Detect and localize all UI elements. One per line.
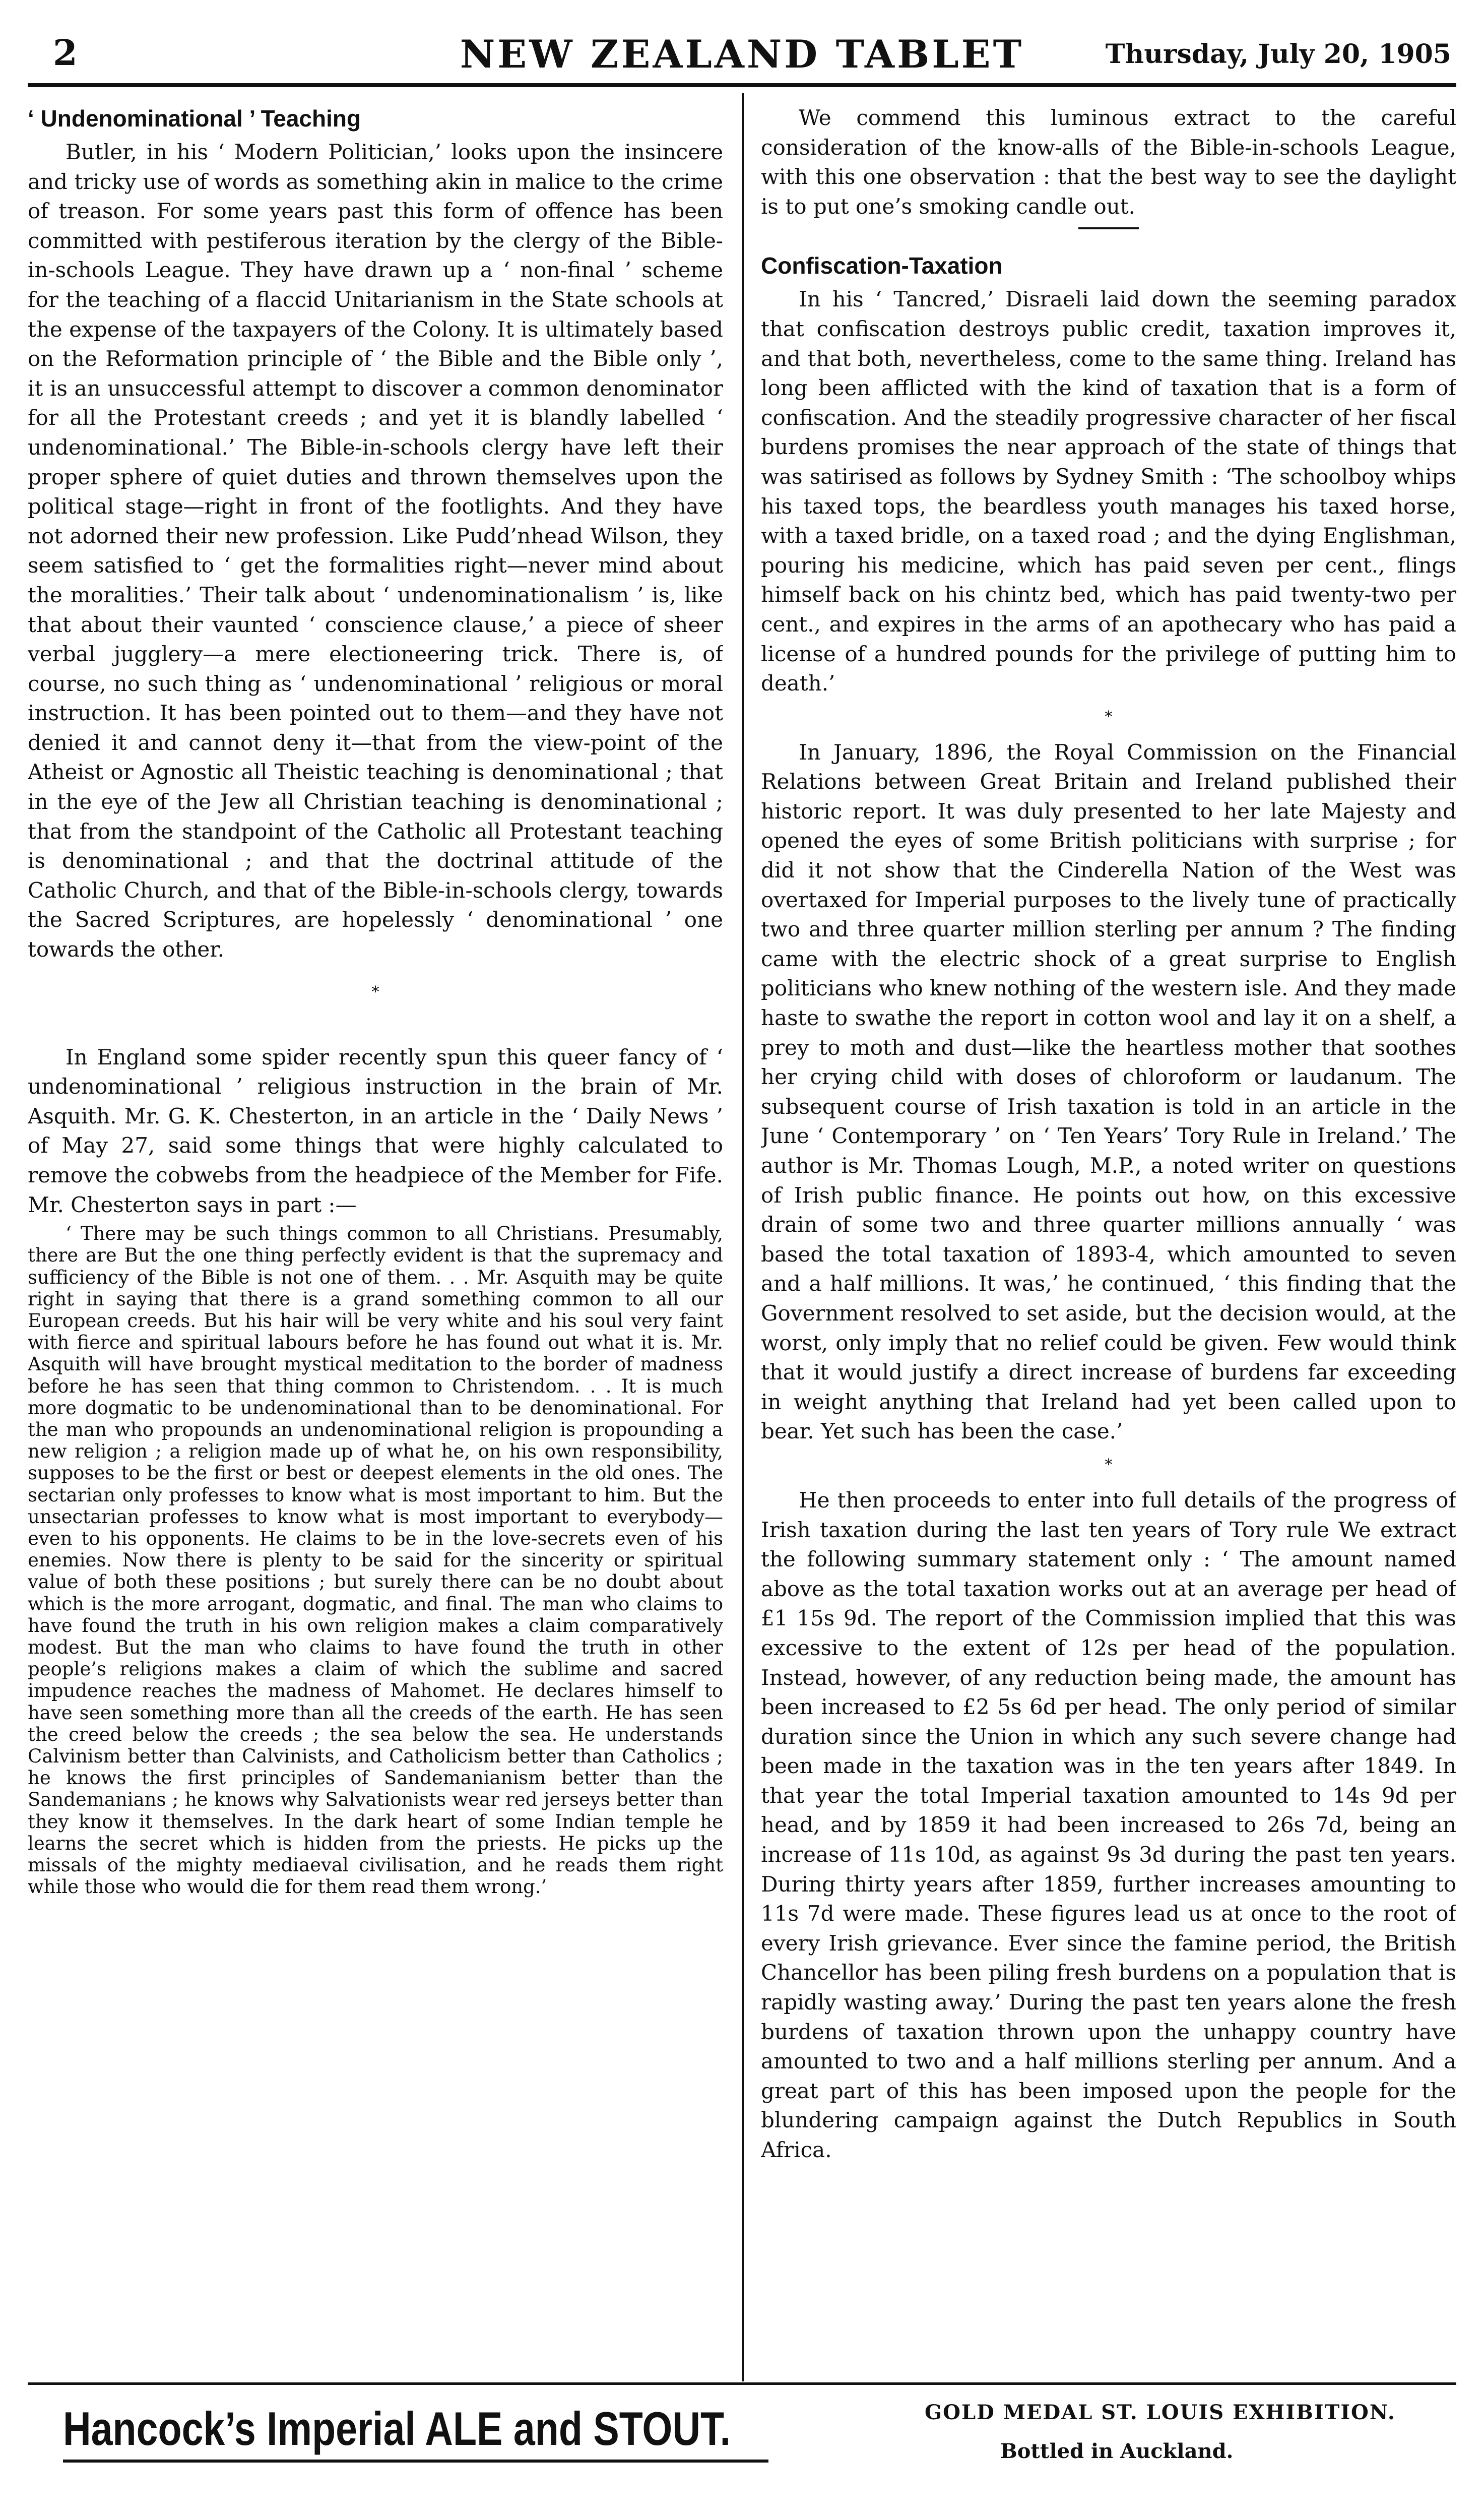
article-paragraph: We commend this luminous extract to the careful consideration of the know-alls of the Bible-in-schools League, with this one observation : that the best way to see the daylight is to put one’s smoking candle out. [761,105,1456,219]
article-paragraph: In his ‘ Tancred,’ Disraeli laid down the seeming paradox that confiscation destroys public credit, taxation improves it, and that both, nevertheless, come to the same thing. Ireland has long been afflicted with the kind of taxation that is a form of confiscation. And the steadily progressive character of her fiscal burdens promises the near approach of the state of things that was satirised as follows by Sydney Smith : ‘The schoolboy whips his taxed tops, the beardless youth manages his taxed horse, with a taxed bridle, on a taxed road ; and the dying Englishman, pouring his medicine, which has paid seven per cent., flings himself back on his chintz bed, which has paid twenty-two per cent., and expires in the arms of an apothecary who has paid a license of a hundred pounds for the privilege of putting him to death.’ [761,287,1456,696]
issue-date: Thursday, July 20, 1905 [1105,39,1451,70]
advert-bottled: Bottled in Auckland. [1000,2439,1234,2463]
article-paragraph: In January, 1896, the Royal Commission on the Financial Relations between Great Britain and Ireland published their historic report. It was duly presented to her late Majesty and opened the eyes of some British politicians with surprise ; for did it not show that the Cinderella Nation of the West was overtaxed for Imperial purposes to the lively tune of practically two and three quarter million sterling per annum ? The finding came with the electric shock of a great surprise to English politicians who knew nothing of the western isle. And they made haste to swathe the report in cotton wool and lay it on a shelf, a prey to moth and dust—like the heartless mother that soothes her crying child with doses of chloroform or laudanum. The subsequent course of Irish taxation is told in an article in the June ‘ Contemporary ’ on ‘ Ten Years’ Tory Rule in Ireland.’ The author is Mr. Thomas Lough, M.P., a noted writer on questions of Irish public finance. He points out how, on this excessive drain of some two and three quarter millions annually ‘ was based the total taxation of 1893-4, which amounted to seven and a half millions. It was,’ he continued, ‘ this finding that the Government resolved to set aside, but the decision would, at the worst, only imply that no relief could be given. Few would think that it would justify a direct increase of burdens far exceeding in weight anything that Ireland had yet been called upon to bear. Yet such has been the case.’ [761,739,1456,1444]
advert-title: Hancock’s Imperial ALE and STOUT. [63,2402,731,2455]
article-paragraph: He then proceeds to enter into full details of the progress of Irish taxation during the last ten years of Tory rule We extract the following summary statement only : ‘ The amount named above as the total taxation works out at an average per head of £1 15s 9d. The report of the Commission implied that this was excessive to the extent of 12s per head of the population. Instead, however, of any reduction being made, the amount has been increased to £2 5s 6d per head. The only period of similar duration since the Union in which any such severe change had been made in the taxation was in the ten years after 1849. In that year the total Imperial taxation amounted to 14s 9d per head, and by 1859 it had been increased to 26s 7d, being an increase of 11s 10d, as against 9s 3d during the past ten years. During thirty years after 1859, further increases amounting to 11s 7d were made. These figures lead us at once to the root of every Irish grievance. Ever since the famine period, the British Chancellor has been piling fresh burdens on a population that is rapidly wasting away.’ During the past ten years alone the fresh burdens of taxation thrown upon the unhappy country have amounted to two and a half millions sterling per annum. And a great part of this has been imposed upon the people for the blundering campaign against the Dutch Republics in South Africa. [761,1487,1456,2162]
page-number: 2 [53,32,78,74]
masthead [28,28,1456,83]
chesterton-quotation: ‘ There may be such things common to all Christians. Presumably, there are But the one thing perfectly evident is that the supremacy and sufficiency of the Bible is not one of them. . . Mr. Asquith may be quite right in saying that there is a grand something common to all our European creeds. But his hair will be very white and his soul very faint with fierce and spiritual labours before he has found out what it is. Mr. Asquith will have brought mystical meditation to the border of madness before he has seen that thing common to Christendom. . . It is much more dogmatic to be undenominational than to be denominational. For the man who propounds an undenominational religion is propounding a new religion ; a religion made up of what he, on his own responsibility, supposes to be the first or best or deepest elements in the old ones. The sectarian only professes to know what is most important to him. But the unsectarian professes to know what is most important to everybody—even to his opponents. He claims to be in the love-secrets even of his enemies. Now there is plenty to be said for the sincerity or spiritual value of both these positions ; but surely there can be no doubt about which is the more arrogant, dogmatic, and final. The man who claims to have found the truth in his own religion makes a claim comparatively modest. But the man who claims to have found the truth in other people’s religions makes a claim of which the sublime and sacred impudence reaches the madness of Mahomet. He declares himself to have seen something more than all the creeds of the earth. He has seen the creed below the creeds ; the sea below the sea. He understands Calvinism better than Calvinists, and Catholicism better than Catholics ; he knows the first principles of Sandemanianism better than the Sandemanians ; he knows why Salvationists wear red jerseys better than they know it themselves. In the dark heart of some Indian temple he learns the secret which is hidden from the priests. He picks up the missals of the mighty mediaeval civilisation, and he reads them right while those who would die for them read them wrong.’ [28,1223,723,1898]
section-separator-star: * [1105,708,1113,726]
section-separator-star: * [1105,1456,1113,1474]
article-heading-confiscation: Confiscation-Taxation [761,253,1003,279]
column-divider [742,93,744,2381]
advert-award: GOLD MEDAL ST. LOUIS EXHIBITION. [925,2401,1396,2424]
newspaper-title: NEW ZEALAND TABLET [460,32,1024,77]
right-column [761,103,1456,2371]
advertisement-footer [28,2391,1456,2492]
newspaper-page [28,28,1456,2520]
article-paragraph: Butler, in his ‘ Modern Politician,’ looks upon the insincere and tricky use of words as something akin in malice to the crime of treason. For some years past this form of offence has been committed with pestiferous iteration by the clergy of the Bible-in-schools League. They have drawn up a ‘ non-final ’ scheme for the teaching of a flaccid Unitarianism in the State schools at the expense of the taxpayers of the Colony. It is ultimately based on the Reformation principle of ‘ the Bible and the Bible only ’, it is an unsuccessful attempt to discover a common denominator for all the Protestant creeds ; and yet it is blandly labelled ‘ undenominational.’ The Bible-in-schools clergy have left their proper sphere of quiet duties and thrown themselves upon the political stage—right in front of the footlights. And they have not adorned their new profession. Like Pudd’nhead Wilson, they seem satisfied to ‘ get the formalities right—never mind about the moralities.’ Their talk about ‘ undenominationalism ’ is, like that about their vaunted ‘ conscience clause,’ a piece of sheer verbal jugglery—a mere electioneering trick. There is, of course, no such thing as ‘ undenominational ’ religious or moral instruction. It has been pointed out to them—and they have not denied it and cannot deny it—that from the view-point of the Atheist or Agnostic all Theistic teaching is denominational ; that in the eye of the Jew all Christian teaching is denominational ; that from the standpoint of the Catholic all Protestant teaching is denominational ; and that the doctrinal attitude of the Catholic Church, and that of the Bible-in-schools clergy, towards the Sacred Scriptures, are hopelessly ‘ denominational ’ one towards the other. [28,140,723,962]
article-paragraph: In England some spider recently spun this queer fancy of ‘ undenominational ’ religious instruction in the brain of Mr. Asquith. Mr. G. K. Chesterton, in an article in the ‘ Daily News ’ of May 27, said some things that were highly calculated to remove the cobwebs from the headpiece of the Member for Fife. Mr. Chesterton says in part :— [28,1044,723,1217]
footer-rule [28,2382,1456,2385]
section-separator-star: * [371,983,379,1001]
article-heading-undenominational: ‘ Undenominational ’ Teaching [28,105,361,132]
advert-underline [63,2460,768,2463]
article-separator-rule [1078,227,1139,229]
masthead-rule [28,83,1456,87]
left-column [28,103,723,2371]
